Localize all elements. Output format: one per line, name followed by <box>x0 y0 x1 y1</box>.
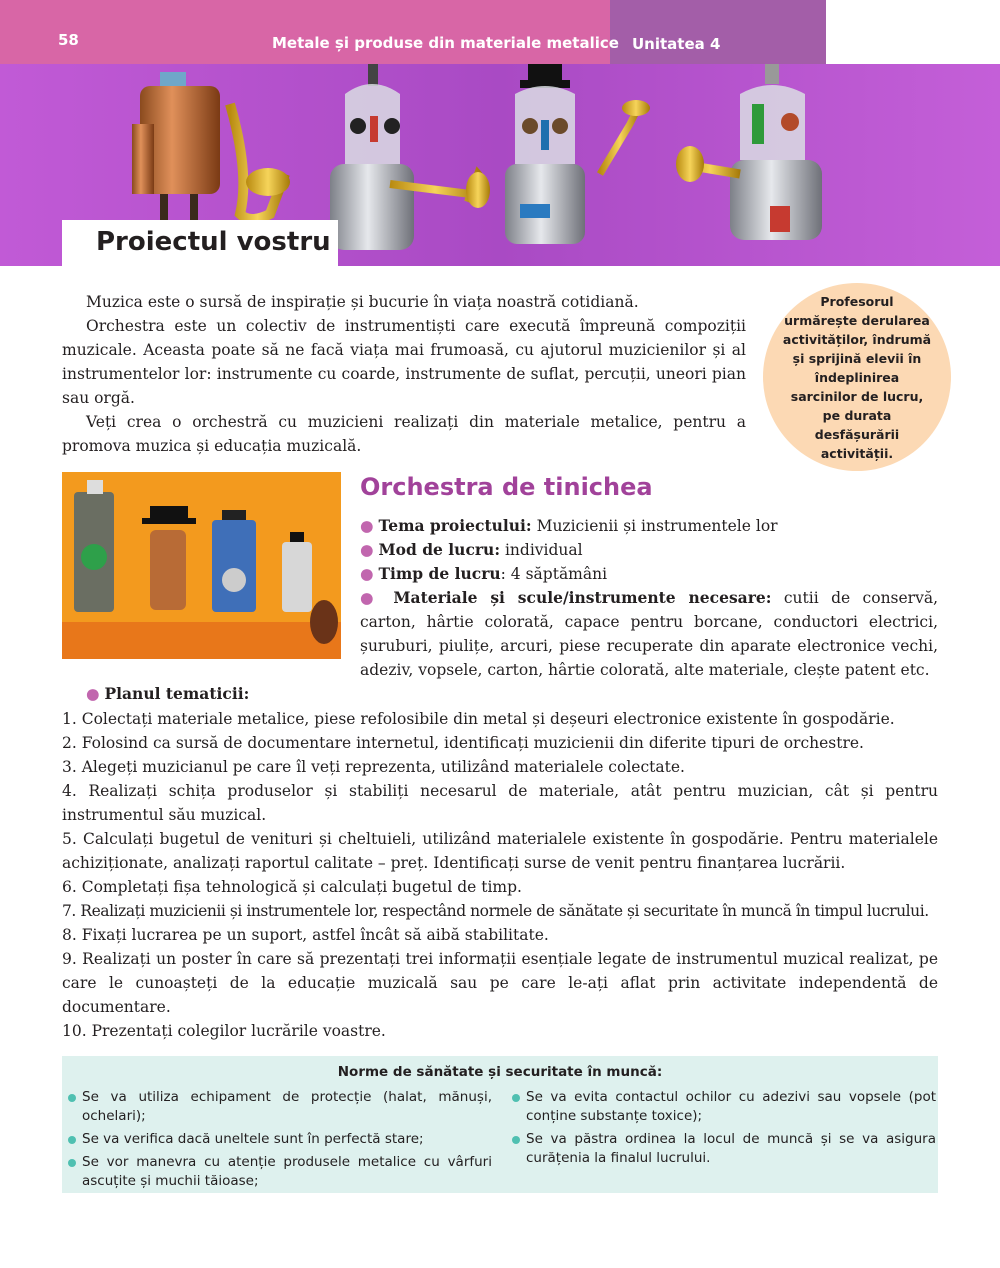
safety-rule <box>68 1130 492 1149</box>
section-title: Proiectul vostru <box>96 227 331 257</box>
safety-rule-text: Se vor manevra cu atenție produsele metalice cu vârfuri ascuțite și muchii tăioase; <box>82 1154 492 1189</box>
plan-step-2: 2. Folosind ca sursă de documentare internetul, identificați muzicienii din diferite tipuri de orchestre. <box>62 734 864 752</box>
intro-text <box>62 290 746 458</box>
spec-label: Timp de lucru <box>378 564 501 583</box>
spec-mode <box>360 538 938 562</box>
bullet-icon: ● <box>360 517 374 535</box>
spec-value: cutii de conservă, carton, hârtie colorată, capace pentru borcane, conductori electrici, șuruburi, piulițe, arcuri, piese recuperate din aparate electronice vechi, adeziv, vopsele, carton, hârtie colorată, alte materiale, clește patent etc. <box>360 589 939 679</box>
safety-rule <box>68 1153 492 1191</box>
bullet-icon: ● <box>360 541 374 559</box>
safety-rule <box>512 1130 936 1168</box>
plan-step-6: 6. Completați fișa tehnologică și calculați bugetul de timp. <box>62 878 522 896</box>
bullet-dot-icon <box>68 1136 76 1144</box>
spec-value: Muzicienii și instrumentele lor <box>531 517 778 535</box>
safety-right-column <box>512 1088 936 1172</box>
page-number: 58 <box>58 31 79 49</box>
plan-step-5: 5. Calculați bugetul de venituri și cheltuieli, utilizând materialele existente în gospodărie. Pentru materialele achiziționate, analizați raportul calitate – preț. Identificați surse de venit pentru finanțarea lucrării. <box>62 830 938 872</box>
bullet-dot-icon <box>68 1159 76 1167</box>
orchestra-photo <box>62 472 341 659</box>
teacher-note-text: Profesorul urmărește derularea activităților, îndrumă și sprijină elevii în îndeplinirea sarcinilor de lucru, pe durata desfășurării activității. <box>782 293 932 461</box>
plan-title: Planul tematicii: <box>104 684 250 703</box>
plan-step-1: 1. Colectați materiale metalice, piese refolosibile din metal și deșeuri electronice existente în gospodărie. <box>62 710 895 728</box>
safety-rules-box <box>62 1056 938 1193</box>
unit-label: Unitatea 4 <box>632 35 721 53</box>
safety-title: Norme de sănătate și securitate în muncă: <box>337 1064 663 1080</box>
spec-materials <box>360 586 938 682</box>
tin-orchestra-illustration <box>62 472 341 659</box>
spec-topic <box>360 514 938 538</box>
spec-value: individual <box>500 541 583 559</box>
plan-step-4: 4. Realizați schița produselor și stabiliți necesarul de materiale, atât pentru muzician, cât și pentru instrumentul său muzical. <box>62 782 938 824</box>
safety-rule-text: Se va verifica dacă uneltele sunt în perfectă stare; <box>82 1131 424 1147</box>
spec-label: Mod de lucru: <box>378 540 501 559</box>
safety-rule-text: Se va evita contactul ochilor cu adezivi sau vopsele (pot conține substanțe toxice); <box>526 1089 936 1124</box>
safety-rule-text: Se va păstra ordinea la locul de muncă și se va asigura curățenia la finalul lucrului. <box>526 1131 936 1166</box>
bullet-dot-icon <box>68 1094 76 1102</box>
project-title: Orchestra de tinichea <box>360 473 653 501</box>
bullet-icon: ● <box>360 565 374 583</box>
safety-rule <box>512 1088 936 1126</box>
spec-value: : 4 săptămâni <box>500 565 608 583</box>
spec-label: Tema proiectului: <box>378 516 532 535</box>
chapter-title: Metale și produse din materiale metalice <box>272 34 619 52</box>
spec-label: Materiale și scule/instrumente necesare: <box>393 588 772 607</box>
intro-paragraph-1: Muzica este o sursă de inspirație și bucurie în viața noastră cotidiană. <box>86 293 639 311</box>
safety-rule <box>68 1088 492 1126</box>
plan-step-10: 10. Prezentați colegilor lucrările voastre. <box>62 1022 386 1040</box>
plan-step-8: 8. Fixați lucrarea pe un suport, astfel încât să aibă stabilitate. <box>62 926 549 944</box>
intro-paragraph-2: Orchestra este un colectiv de instrumentiști care execută împreună compoziții muzicale. Aceasta poate să ne facă viața mai frumoasă, cu ajutorul muzicienilor și al instrumentelor lor: instrumente cu coarde, instrumente de suflat, percuții, uneori pian sau orgă. <box>62 317 746 407</box>
plan-steps <box>62 707 938 1043</box>
plan-step-7: 7. Realizați muzicienii și instrumentele lor, respectând normele de sănătate și securitate în muncă în timpul lucrului. <box>62 902 929 920</box>
teacher-note-circle <box>763 283 951 471</box>
intro-paragraph-3: Veți crea o orchestră cu muzicieni realizați din materiale metalice, pentru a promova muzica și educația muzicală. <box>62 413 746 455</box>
bullet-dot-icon <box>512 1136 520 1144</box>
spec-time <box>360 562 938 586</box>
plan-step-3: 3. Alegeți muzicianul pe care îl veți reprezenta, utilizând materialele colectate. <box>62 758 685 776</box>
unit-band <box>610 0 826 64</box>
safety-rule-text: Se va utiliza echipament de protecție (halat, mănuși, ochelari); <box>82 1089 492 1124</box>
plan-heading <box>86 684 249 703</box>
header-band <box>0 0 610 64</box>
bullet-dot-icon <box>512 1094 520 1102</box>
project-specs <box>360 514 938 682</box>
safety-left-column <box>68 1088 492 1195</box>
bullet-icon: ● <box>360 589 381 607</box>
plan-step-9: 9. Realizați un poster în care să prezentați trei informații esențiale legate de instrumentul muzical realizat, pe care le cunoașteți de la educație muzicală sau pe care le-ați aflat prin activitate independentă de documentare. <box>62 950 938 1016</box>
bullet-icon: ● <box>86 685 100 703</box>
